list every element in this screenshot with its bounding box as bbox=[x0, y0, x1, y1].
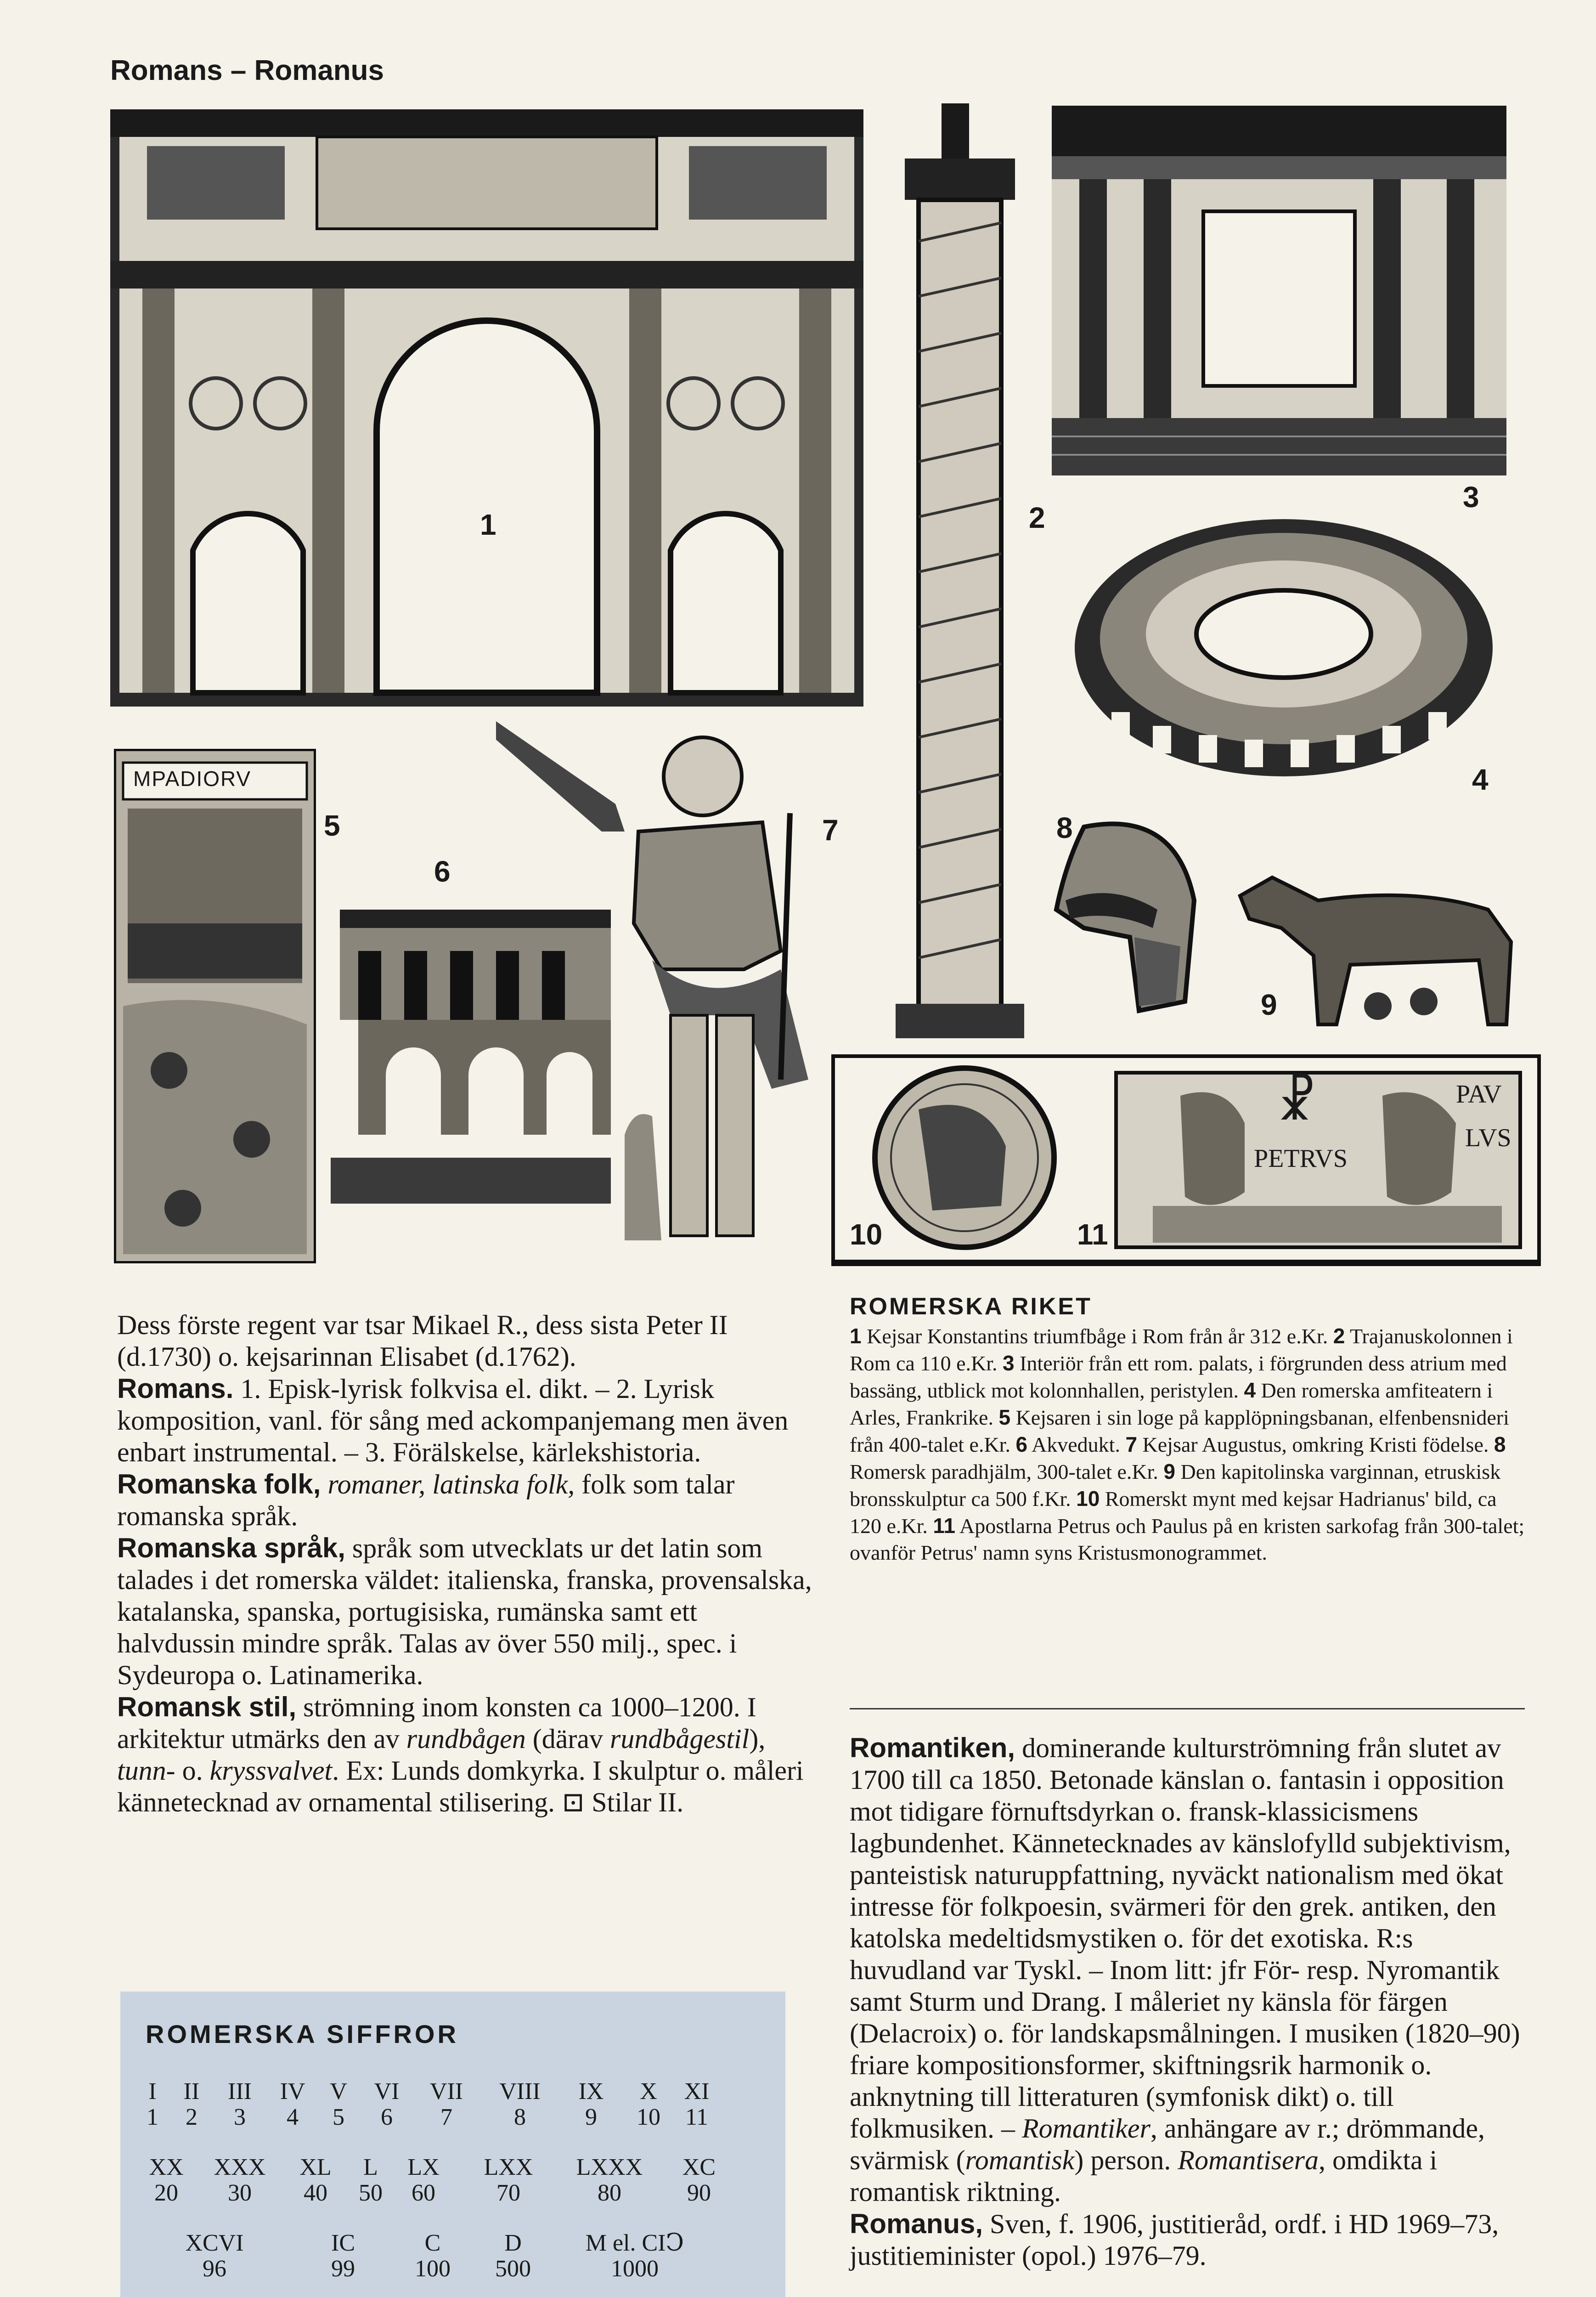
ivory-relief-illustration bbox=[114, 749, 316, 1263]
petrus-inscription: PETRVS bbox=[1254, 1144, 1348, 1173]
left-column bbox=[117, 1309, 815, 1818]
figure-number-10: 10 bbox=[850, 1218, 883, 1251]
headword-romans: Romans. bbox=[117, 1373, 234, 1404]
entry-romanska-folk: Romanska folk, romaner, latinska folk, folk som talar romanska språk. bbox=[117, 1469, 735, 1531]
headword-romansk-stil: Romansk stil, bbox=[117, 1692, 297, 1722]
entry-romanska-sprak: Romanska språk, språk som utvecklats ur det latin som talades i det romerska väldet: italienska, franska, provensalska, katalanska, spanska, portugisiska, rumänska samt ett halvdussin mindre språk. Talas av över 550 milj., spec. i Sydeuropa o. Latinamerika. bbox=[117, 1533, 812, 1690]
figure-number-1: 1 bbox=[480, 508, 496, 541]
caption-divider bbox=[850, 1708, 1525, 1709]
numerals-row-2: XX 20 XXX 30 XL 40 L 50 LX 60 LXX 70 LXXX 80 XC 90 bbox=[149, 2154, 716, 2206]
headword-romanska-sprak: Romanska språk, bbox=[117, 1533, 345, 1563]
entry-continuation: Dess förste regent var tsar Mikael R., dess sista Peter II (d.1730) o. kejsarinnan Elisabet (d.1762). bbox=[117, 1310, 728, 1372]
entry-romans: Romans. 1. Episk-lyrisk folkvisa el. dikt. – 2. Lyrisk komposition, vanl. för sång med ackompanjemang men även enbart instrumental. – 3. Förälskelse, kärlekshistoria. bbox=[117, 1373, 789, 1467]
palace-interior-illustration bbox=[1052, 106, 1506, 475]
cross-reference-link[interactable]: Stilar II. bbox=[585, 1787, 684, 1817]
right-column bbox=[850, 1732, 1525, 2272]
figure-number-4: 4 bbox=[1472, 763, 1489, 796]
headword-romanska-folk: Romanska folk, bbox=[117, 1469, 321, 1499]
entry-romansk-stil: Romansk stil, strömning inom konsten ca 1000–1200. I arkitektur utmärks den av rundbågen (därav rundbågestil), tunn- o. kryssvalvet. Ex: Lunds domkyrka. I skulptur o. måleri kännetecknad av ornamental stilisering. ⊡ Stilar II. bbox=[117, 1692, 804, 1817]
figure-caption bbox=[850, 1293, 1525, 1566]
roman-numerals-title: ROMERSKA SIFFROR bbox=[146, 2020, 459, 2048]
trajan-column-illustration bbox=[886, 103, 1033, 1038]
cross-reference-icon: ⊡ bbox=[562, 1787, 585, 1817]
figure-number-3: 3 bbox=[1463, 481, 1479, 514]
figure-number-7: 7 bbox=[822, 814, 839, 847]
roman-numerals-box bbox=[120, 1991, 785, 2297]
coin-sarcophagus-panel bbox=[831, 1054, 1541, 1263]
entry-romanus: Romanus, Sven, f. 1906, justitieråd, ordf. i HD 1969–73, justitieminister (opol.) 1976–79. bbox=[850, 2208, 1499, 2271]
figure-number-5: 5 bbox=[324, 809, 340, 842]
figure-number-9: 9 bbox=[1261, 988, 1277, 1021]
chi-rho-inscription: ☧ bbox=[1277, 1075, 1317, 1131]
numerals-row-3: XCVI 96 IC 99 C 100 D 500 M el. CIↃ 1000 bbox=[185, 2230, 684, 2282]
headword-romanus: Romanus, bbox=[850, 2208, 983, 2239]
figure-number-2: 2 bbox=[1029, 501, 1045, 534]
triumphal-arch-illustration bbox=[110, 109, 863, 707]
headword-romantiken: Romantiken, bbox=[850, 1732, 1015, 1763]
numerals-row-1: I 1 II 2 III 3 IV 4 V 5 VI 6 VII 7 VIII 8 IX 9 X 10 XI 11 bbox=[147, 2078, 710, 2130]
figure-number-6: 6 bbox=[434, 855, 451, 888]
paulus-inscription-2: LVS bbox=[1465, 1124, 1511, 1152]
caption-body: 1 Kejsar Konstantins triumfbåge i Rom från år 312 e.Kr. 2 Trajanuskolonnen i Rom ca 110 e.Kr. 3 Interiör från ett rom. palats, i förgrunden dess atrium med bassäng, utblick mot kolonnhallen, peristylen. 4 Den romerska amfiteatern i Arles, Frankrike. 5 Kejsaren i sin loge på kapplöpningsbanan, elfenbensnideri från 400-talet e.Kr. 6 Akvedukt. 7 Kejsar Augustus, omkring Kristi födelse. 8 Romersk paradhjälm, 300-talet e.Kr. 9 Den kapitolinska varginnan, etruskisk bronsskulptur ca 500 f.Kr. 10 Romerskt mynt med kejsar Hadrianus' bild, ca 120 e.Kr. 11 Apostlarna Petrus och Paulus på en kristen sarkofag från 300-talet; ovanför Petrus' namn syns Kristusmonogrammet. bbox=[850, 1324, 1525, 1564]
figure-number-8: 8 bbox=[1056, 811, 1073, 844]
figure-number-11: 11 bbox=[1077, 1218, 1108, 1251]
coin-illustration bbox=[875, 1068, 1054, 1247]
entry-romantiken: Romantiken, dominerande kulturströmning från slutet av 1700 till ca 1850. Betonade känslan o. fantasin i opposition mot tidigare förnuftsdyrkan o. fransk-klassicismens lagbundenhet. Kännetecknades av känslofylld subjektivism, panteistisk naturuppfattning, nyväckt nationalism med ökat intresse för folkpoesin, svärmeri för den grek. antiken, den katolska medeltidsmystiken o. för det exotiska. R:s huvudland var Tyskl. – Inom litt: jfr För- resp. Nyromantik samt Sturm und Drang. I måleriet ny känsla för färgen (Delacroix) o. för landskapsmålningen. I musiken (1820–90) friare kompositionsformer, skiftningsrik harmonik o. anknytning till litteraturen (symfonisk dikt) o. till folkmusiken. – Romantiker, anhängare av r.; drömmande, svärmisk (romantisk) person. Romantisera, omdikta i romantisk riktning. bbox=[850, 1732, 1520, 2207]
amphitheatre-illustration bbox=[1070, 496, 1497, 781]
caption-top-rule bbox=[831, 1263, 1541, 1266]
running-head: Romans – Romanus bbox=[110, 55, 384, 86]
relief-inscription: MPADIORV bbox=[133, 767, 252, 791]
augustus-statue-illustration bbox=[487, 712, 836, 1259]
paulus-inscription-1: PAV bbox=[1456, 1080, 1502, 1109]
caption-title: ROMERSKA RIKET bbox=[850, 1293, 1092, 1320]
